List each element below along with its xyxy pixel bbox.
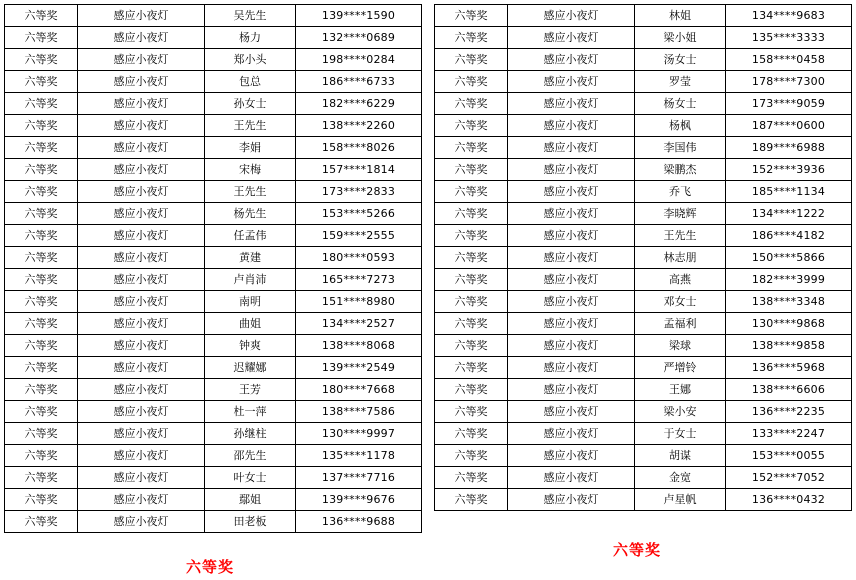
table-row — [435, 335, 852, 357]
cell-name: 杜一萍 — [205, 401, 296, 423]
cell-item: 感应小夜灯 — [78, 137, 205, 159]
cell-item: 感应小夜灯 — [508, 423, 635, 445]
cell-item: 感应小夜灯 — [78, 489, 205, 511]
cell-item: 感应小夜灯 — [78, 203, 205, 225]
cell-name: 梁小安 — [635, 401, 726, 423]
footer-label-left: 六等奖 — [186, 558, 235, 576]
cell-name: 钟爽 — [205, 335, 296, 357]
table-row — [435, 225, 852, 247]
cell-prize: 六等奖 — [435, 489, 508, 511]
table-row — [435, 357, 852, 379]
table-row — [5, 137, 422, 159]
cell-item: 感应小夜灯 — [78, 27, 205, 49]
cell-item: 感应小夜灯 — [508, 5, 635, 27]
cell-prize: 六等奖 — [435, 225, 508, 247]
cell-name: 杨力 — [205, 27, 296, 49]
cell-prize: 六等奖 — [5, 335, 78, 357]
cell-prize: 六等奖 — [5, 357, 78, 379]
cell-prize: 六等奖 — [435, 115, 508, 137]
cell-name: 王先生 — [635, 225, 726, 247]
cell-item: 感应小夜灯 — [78, 115, 205, 137]
table-row — [435, 203, 852, 225]
table-row — [435, 313, 852, 335]
cell-phone: 178****7300 — [726, 71, 852, 93]
cell-prize: 六等奖 — [435, 5, 508, 27]
cell-phone: 130****9997 — [296, 423, 422, 445]
cell-name: 汤女士 — [635, 49, 726, 71]
cell-name: 王娜 — [635, 379, 726, 401]
cell-phone: 136****5968 — [726, 357, 852, 379]
cell-item: 感应小夜灯 — [508, 269, 635, 291]
table-row — [5, 313, 422, 335]
cell-name: 乔飞 — [635, 181, 726, 203]
table-row — [5, 269, 422, 291]
cell-prize: 六等奖 — [435, 159, 508, 181]
cell-name: 杨枫 — [635, 115, 726, 137]
cell-item: 感应小夜灯 — [508, 203, 635, 225]
cell-name: 梁鹏杰 — [635, 159, 726, 181]
table-row — [435, 115, 852, 137]
cell-item: 感应小夜灯 — [78, 379, 205, 401]
cell-name: 孙继柱 — [205, 423, 296, 445]
cell-item: 感应小夜灯 — [78, 93, 205, 115]
cell-name: 迟耀娜 — [205, 357, 296, 379]
cell-phone: 135****3333 — [726, 27, 852, 49]
table-row — [435, 379, 852, 401]
cell-name: 杨先生 — [205, 203, 296, 225]
cell-prize: 六等奖 — [435, 467, 508, 489]
cell-phone: 138****8068 — [296, 335, 422, 357]
cell-item: 感应小夜灯 — [508, 401, 635, 423]
cell-name: 金宽 — [635, 467, 726, 489]
cell-item: 感应小夜灯 — [78, 511, 205, 533]
cell-phone: 133****2247 — [726, 423, 852, 445]
table-row — [5, 5, 422, 27]
cell-prize: 六等奖 — [435, 313, 508, 335]
cell-phone: 186****4182 — [726, 225, 852, 247]
cell-name: 王先生 — [205, 115, 296, 137]
cell-name: 李娟 — [205, 137, 296, 159]
cell-phone: 138****2260 — [296, 115, 422, 137]
cell-prize: 六等奖 — [5, 225, 78, 247]
cell-item: 感应小夜灯 — [508, 159, 635, 181]
cell-name: 杨女士 — [635, 93, 726, 115]
cell-item: 感应小夜灯 — [508, 49, 635, 71]
cell-prize: 六等奖 — [5, 203, 78, 225]
cell-item: 感应小夜灯 — [78, 269, 205, 291]
cell-phone: 139****9676 — [296, 489, 422, 511]
cell-name: 胡谋 — [635, 445, 726, 467]
cell-prize: 六等奖 — [435, 49, 508, 71]
cell-phone: 130****9868 — [726, 313, 852, 335]
cell-prize: 六等奖 — [435, 181, 508, 203]
cell-prize: 六等奖 — [435, 27, 508, 49]
cell-phone: 136****2235 — [726, 401, 852, 423]
cell-phone: 135****1178 — [296, 445, 422, 467]
cell-item: 感应小夜灯 — [508, 93, 635, 115]
cell-item: 感应小夜灯 — [508, 71, 635, 93]
table-row — [435, 467, 852, 489]
cell-prize: 六等奖 — [5, 313, 78, 335]
cell-item: 感应小夜灯 — [508, 27, 635, 49]
cell-prize: 六等奖 — [435, 93, 508, 115]
cell-name: 梁小姐 — [635, 27, 726, 49]
cell-phone: 180****7668 — [296, 379, 422, 401]
cell-name: 任孟伟 — [205, 225, 296, 247]
cell-phone: 138****7586 — [296, 401, 422, 423]
cell-item: 感应小夜灯 — [78, 445, 205, 467]
cell-prize: 六等奖 — [5, 93, 78, 115]
cell-name: 林志朋 — [635, 247, 726, 269]
table-row — [5, 115, 422, 137]
cell-item: 感应小夜灯 — [508, 445, 635, 467]
cell-phone: 150****5866 — [726, 247, 852, 269]
cell-prize: 六等奖 — [435, 357, 508, 379]
cell-name: 包总 — [205, 71, 296, 93]
cell-prize: 六等奖 — [5, 379, 78, 401]
table-row — [435, 489, 852, 511]
cell-prize: 六等奖 — [435, 247, 508, 269]
cell-phone: 157****1814 — [296, 159, 422, 181]
cell-phone: 139****1590 — [296, 5, 422, 27]
cell-name: 卢星帆 — [635, 489, 726, 511]
cell-prize: 六等奖 — [5, 71, 78, 93]
table-body-left — [5, 5, 422, 533]
table-row — [5, 291, 422, 313]
table-row — [435, 423, 852, 445]
cell-phone: 152****3936 — [726, 159, 852, 181]
table-row — [5, 203, 422, 225]
prize-table-right — [434, 4, 852, 511]
cell-item: 感应小夜灯 — [78, 5, 205, 27]
cell-prize: 六等奖 — [5, 5, 78, 27]
table-row — [435, 445, 852, 467]
table-row — [5, 357, 422, 379]
cell-phone: 137****7716 — [296, 467, 422, 489]
cell-item: 感应小夜灯 — [78, 181, 205, 203]
cell-prize: 六等奖 — [435, 203, 508, 225]
cell-phone: 134****9683 — [726, 5, 852, 27]
table-row — [435, 401, 852, 423]
table-row — [435, 49, 852, 71]
table-row — [5, 401, 422, 423]
table-row — [5, 181, 422, 203]
cell-phone: 134****2527 — [296, 313, 422, 335]
table-row — [5, 93, 422, 115]
footer-label-right: 六等奖 — [613, 541, 662, 559]
cell-item: 感应小夜灯 — [78, 467, 205, 489]
cell-prize: 六等奖 — [5, 27, 78, 49]
table-row — [435, 159, 852, 181]
cell-item: 感应小夜灯 — [508, 137, 635, 159]
cell-phone: 182****6229 — [296, 93, 422, 115]
cell-prize: 六等奖 — [435, 71, 508, 93]
cell-phone: 132****0689 — [296, 27, 422, 49]
table-row — [5, 27, 422, 49]
cell-name: 李晓辉 — [635, 203, 726, 225]
cell-phone: 139****2549 — [296, 357, 422, 379]
cell-phone: 186****6733 — [296, 71, 422, 93]
cell-phone: 153****0055 — [726, 445, 852, 467]
cell-name: 卢肖沛 — [205, 269, 296, 291]
cell-phone: 187****0600 — [726, 115, 852, 137]
table-row — [5, 71, 422, 93]
cell-name: 宋梅 — [205, 159, 296, 181]
cell-phone: 180****0593 — [296, 247, 422, 269]
cell-prize: 六等奖 — [435, 335, 508, 357]
cell-name: 梁球 — [635, 335, 726, 357]
cell-item: 感应小夜灯 — [78, 49, 205, 71]
cell-prize: 六等奖 — [5, 511, 78, 533]
cell-name: 邓女士 — [635, 291, 726, 313]
table-row — [435, 269, 852, 291]
table-row — [5, 511, 422, 533]
cell-phone: 138****9858 — [726, 335, 852, 357]
cell-phone: 185****1134 — [726, 181, 852, 203]
cell-phone: 182****3999 — [726, 269, 852, 291]
table-row — [5, 335, 422, 357]
cell-phone: 189****6988 — [726, 137, 852, 159]
cell-item: 感应小夜灯 — [508, 181, 635, 203]
cell-name: 田老板 — [205, 511, 296, 533]
cell-prize: 六等奖 — [5, 291, 78, 313]
table-row — [435, 93, 852, 115]
cell-prize: 六等奖 — [5, 159, 78, 181]
cell-prize: 六等奖 — [5, 49, 78, 71]
table-row — [5, 467, 422, 489]
cell-name: 高燕 — [635, 269, 726, 291]
cell-prize: 六等奖 — [5, 137, 78, 159]
cell-item: 感应小夜灯 — [508, 379, 635, 401]
cell-phone: 138****6606 — [726, 379, 852, 401]
table-row — [5, 225, 422, 247]
cell-name: 鄢姐 — [205, 489, 296, 511]
table-row — [5, 445, 422, 467]
cell-item: 感应小夜灯 — [508, 335, 635, 357]
cell-phone: 138****3348 — [726, 291, 852, 313]
cell-prize: 六等奖 — [435, 401, 508, 423]
cell-name: 于女士 — [635, 423, 726, 445]
cell-item: 感应小夜灯 — [508, 467, 635, 489]
cell-name: 黄建 — [205, 247, 296, 269]
cell-prize: 六等奖 — [5, 489, 78, 511]
cell-phone: 173****9059 — [726, 93, 852, 115]
table-row — [435, 291, 852, 313]
cell-prize: 六等奖 — [5, 247, 78, 269]
cell-phone: 173****2833 — [296, 181, 422, 203]
cell-name: 王芳 — [205, 379, 296, 401]
cell-name: 王先生 — [205, 181, 296, 203]
table-row — [435, 137, 852, 159]
cell-phone: 134****1222 — [726, 203, 852, 225]
cell-phone: 165****7273 — [296, 269, 422, 291]
cell-name: 南明 — [205, 291, 296, 313]
cell-prize: 六等奖 — [5, 423, 78, 445]
cell-phone: 152****7052 — [726, 467, 852, 489]
cell-name: 曲姐 — [205, 313, 296, 335]
cell-prize: 六等奖 — [5, 269, 78, 291]
cell-prize: 六等奖 — [5, 401, 78, 423]
cell-item: 感应小夜灯 — [508, 247, 635, 269]
cell-prize: 六等奖 — [5, 445, 78, 467]
cell-name: 孙女士 — [205, 93, 296, 115]
table-row — [435, 5, 852, 27]
prize-table-left — [4, 4, 422, 533]
cell-prize: 六等奖 — [435, 445, 508, 467]
cell-item: 感应小夜灯 — [78, 423, 205, 445]
cell-prize: 六等奖 — [5, 181, 78, 203]
table-row — [5, 247, 422, 269]
cell-item: 感应小夜灯 — [78, 313, 205, 335]
table-body-right — [435, 5, 852, 511]
cell-phone: 153****5266 — [296, 203, 422, 225]
cell-item: 感应小夜灯 — [78, 159, 205, 181]
cell-name: 李国伟 — [635, 137, 726, 159]
cell-phone: 159****2555 — [296, 225, 422, 247]
cell-prize: 六等奖 — [435, 269, 508, 291]
table-row — [5, 379, 422, 401]
table-row — [5, 159, 422, 181]
cell-prize: 六等奖 — [5, 115, 78, 137]
cell-phone: 158****8026 — [296, 137, 422, 159]
cell-item: 感应小夜灯 — [78, 401, 205, 423]
cell-name: 邵先生 — [205, 445, 296, 467]
cell-name: 吴先生 — [205, 5, 296, 27]
cell-item: 感应小夜灯 — [78, 71, 205, 93]
cell-item: 感应小夜灯 — [78, 291, 205, 313]
table-row — [435, 181, 852, 203]
cell-name: 严增铃 — [635, 357, 726, 379]
cell-prize: 六等奖 — [435, 379, 508, 401]
cell-item: 感应小夜灯 — [78, 247, 205, 269]
cell-item: 感应小夜灯 — [508, 489, 635, 511]
cell-name: 郑小头 — [205, 49, 296, 71]
cell-prize: 六等奖 — [5, 467, 78, 489]
table-row — [5, 423, 422, 445]
cell-name: 林姐 — [635, 5, 726, 27]
cell-name: 孟福利 — [635, 313, 726, 335]
right-column — [434, 4, 849, 511]
left-column — [4, 4, 419, 533]
table-row — [435, 247, 852, 269]
table-row — [435, 71, 852, 93]
cell-phone: 151****8980 — [296, 291, 422, 313]
cell-prize: 六等奖 — [435, 137, 508, 159]
cell-item: 感应小夜灯 — [508, 115, 635, 137]
cell-phone: 158****0458 — [726, 49, 852, 71]
cell-name: 叶女士 — [205, 467, 296, 489]
cell-name: 罗莹 — [635, 71, 726, 93]
cell-item: 感应小夜灯 — [78, 357, 205, 379]
cell-item: 感应小夜灯 — [78, 225, 205, 247]
table-row — [5, 489, 422, 511]
cell-phone: 198****0284 — [296, 49, 422, 71]
cell-prize: 六等奖 — [435, 423, 508, 445]
table-row — [435, 27, 852, 49]
cell-item: 感应小夜灯 — [508, 225, 635, 247]
cell-item: 感应小夜灯 — [508, 291, 635, 313]
cell-prize: 六等奖 — [435, 291, 508, 313]
cell-item: 感应小夜灯 — [78, 335, 205, 357]
cell-item: 感应小夜灯 — [508, 313, 635, 335]
cell-phone: 136****9688 — [296, 511, 422, 533]
table-row — [5, 49, 422, 71]
cell-item: 感应小夜灯 — [508, 357, 635, 379]
cell-phone: 136****0432 — [726, 489, 852, 511]
